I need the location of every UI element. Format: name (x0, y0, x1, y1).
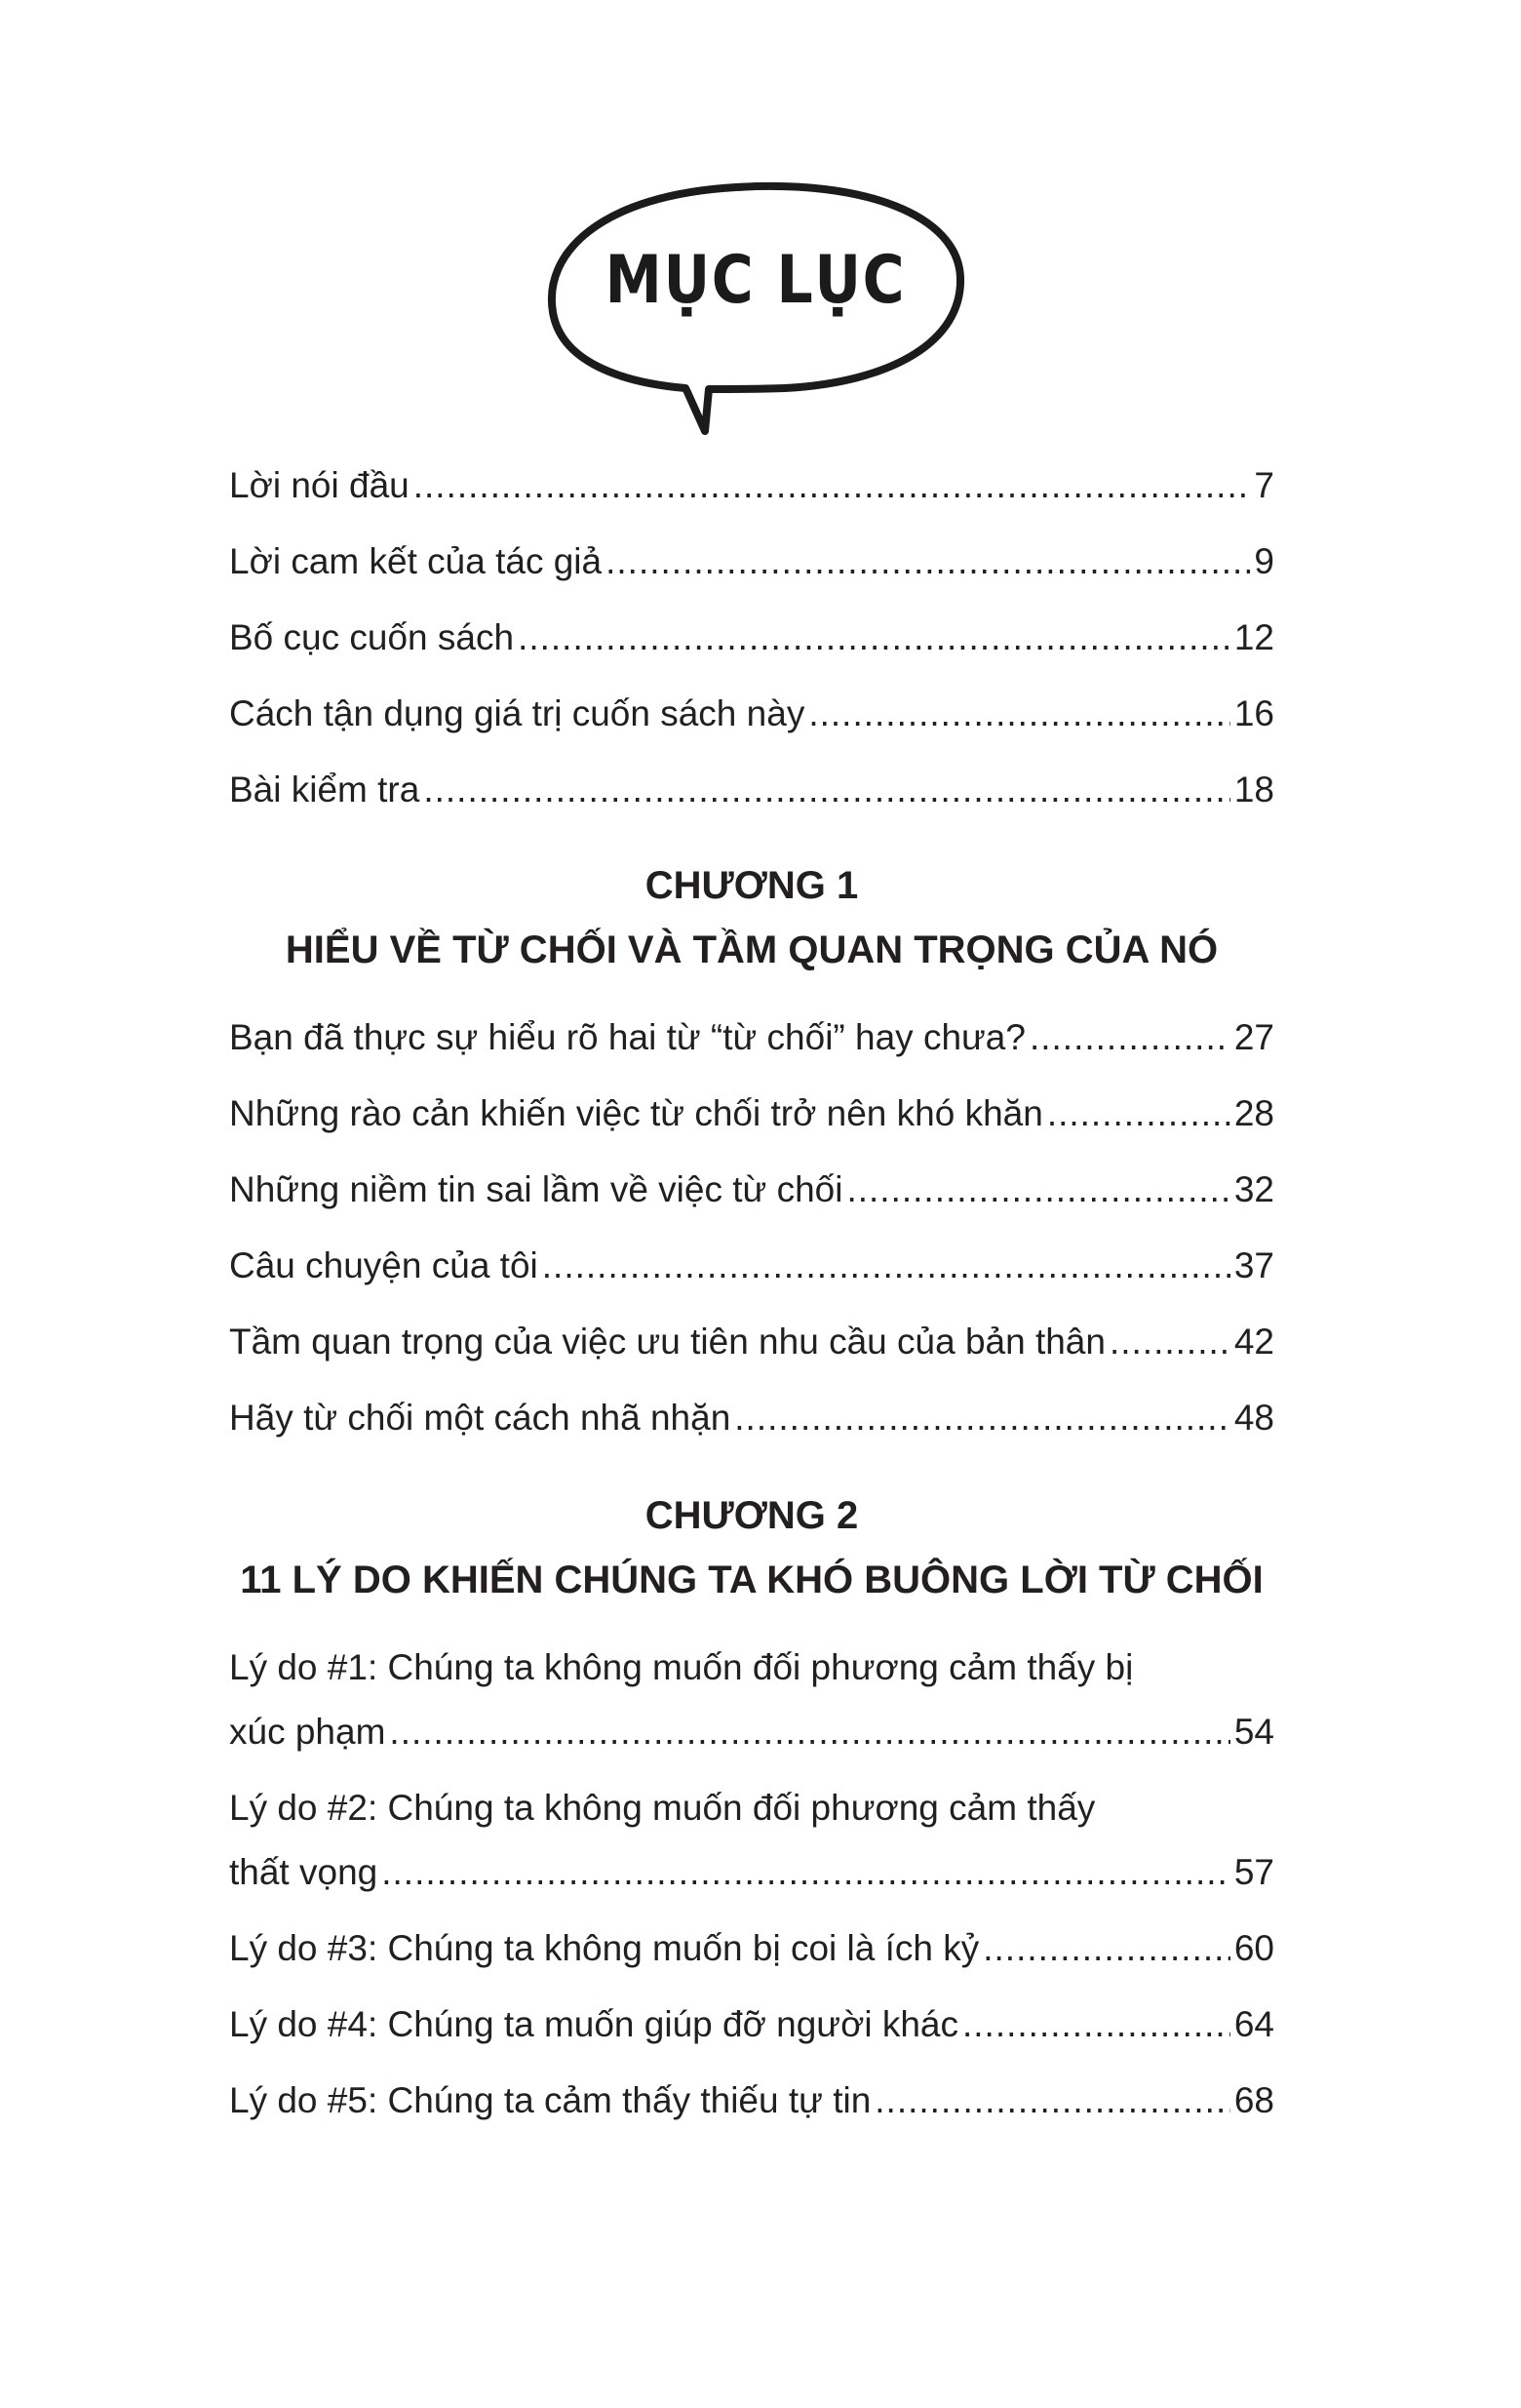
page-title: MỤC LỤC (604, 242, 907, 319)
toc-entry-page: 37 (1233, 1245, 1274, 1285)
toc-entry-page: 68 (1233, 2080, 1274, 2120)
toc-entry-title: Bố cục cuốn sách (229, 617, 515, 657)
toc-entry-title: Lời nói đầu (229, 465, 410, 505)
chapter-2-label: CHƯƠNG 2 (644, 1494, 859, 1537)
toc-entry-page: 54 (1233, 1712, 1274, 1752)
toc-entry-page: 12 (1233, 617, 1274, 657)
toc-entry-title: Lý do #4: Chúng ta muốn giúp đỡ người khác (229, 2004, 958, 2044)
toc-entry-title: Những niềm tin sai lầm về việc từ chối (229, 1169, 843, 1209)
toc-entry-page: 64 (1233, 2004, 1274, 2044)
dot-leader (962, 2003, 1230, 2046)
toc-entry-title: thất vọng (229, 1852, 378, 1892)
toc-entry-title: Lý do #5: Chúng ta cảm thấy thiếu tự tin (229, 2080, 872, 2120)
toc-entry-page: 32 (1233, 1169, 1274, 1209)
dot-leader (808, 692, 1230, 735)
toc-entry[interactable] (229, 1927, 1274, 1970)
toc-entry-title: Cách tận dụng giá trị cuốn sách này (229, 693, 805, 733)
toc-entry-page: 9 (1254, 541, 1274, 581)
speech-bubble-header (541, 176, 970, 458)
toc-entry[interactable] (229, 1851, 1274, 1894)
toc-entry-page: 28 (1233, 1093, 1274, 1133)
toc-entry-page: 57 (1233, 1852, 1274, 1892)
toc-entry[interactable] (229, 1244, 1274, 1287)
toc-entry-title: Bài kiểm tra (229, 770, 420, 809)
toc-entry[interactable] (229, 1092, 1274, 1135)
toc-entry[interactable] (229, 1321, 1274, 1363)
toc-entry-page: 7 (1254, 465, 1274, 505)
toc-entry[interactable] (229, 2003, 1274, 2046)
chapter-2-title: 11 LÝ DO KHIẾN CHÚNG TA KHÓ BUÔNG LỜI TỪ CHỐI (240, 1559, 1264, 1601)
toc-entry-title: Hãy từ chối một cách nhã nhặn (229, 1398, 731, 1438)
toc-entry-page: 18 (1233, 770, 1274, 809)
chapter-1-label: CHƯƠNG 1 (644, 864, 859, 907)
toc-entry-page: 48 (1233, 1398, 1274, 1438)
dot-leader (734, 1397, 1230, 1440)
toc-entry-page: 16 (1233, 693, 1274, 733)
toc-entry[interactable] (229, 2079, 1274, 2122)
toc-entry-title-line1[interactable]: Lý do #2: Chúng ta không muốn đối phương cảm thấy (229, 1788, 1096, 1828)
dot-leader (413, 464, 1251, 507)
toc-entry[interactable] (229, 692, 1274, 735)
toc-entry-page: 60 (1233, 1928, 1274, 1968)
toc-entry[interactable] (229, 1016, 1274, 1059)
dot-leader (542, 1244, 1230, 1287)
dot-leader (983, 1927, 1230, 1970)
toc-entry[interactable] (229, 1397, 1274, 1440)
dot-leader (389, 1711, 1229, 1754)
toc-entry[interactable] (229, 1711, 1274, 1754)
toc-entry-title: Câu chuyện của tôi (229, 1245, 538, 1285)
dot-leader (846, 1168, 1229, 1211)
dot-leader (1110, 1321, 1230, 1363)
toc-entry-title: xúc phạm (229, 1712, 386, 1752)
toc-entry[interactable] (229, 616, 1274, 659)
toc-entry-title: Lời cam kết của tác giả (229, 541, 603, 581)
dot-leader (423, 769, 1230, 811)
toc-entry[interactable] (229, 769, 1274, 811)
toc-entry-page: 27 (1233, 1017, 1274, 1057)
toc-entry[interactable] (229, 540, 1274, 583)
toc-entry-title: Bạn đã thực sự hiểu rõ hai từ “từ chối” hay chưa? (229, 1017, 1026, 1057)
toc-entry-title: Những rào cản khiến việc từ chối trở nên khó khăn (229, 1093, 1043, 1133)
toc-entry-title-line1[interactable]: Lý do #1: Chúng ta không muốn đối phương cảm thấy bị (229, 1647, 1134, 1687)
toc-entry-title: Lý do #3: Chúng ta không muốn bị coi là ích kỷ (229, 1928, 980, 1968)
toc-entry[interactable] (229, 464, 1274, 507)
toc-entry[interactable] (229, 1168, 1274, 1211)
dot-leader (381, 1851, 1230, 1894)
dot-leader (1047, 1092, 1230, 1135)
toc-entry-page: 42 (1233, 1322, 1274, 1362)
dot-leader (875, 2079, 1230, 2122)
dot-leader (605, 540, 1250, 583)
toc-entry-title: Tầm quan trọng của việc ưu tiên nhu cầu của bản thân (229, 1322, 1106, 1362)
dot-leader (1030, 1016, 1230, 1059)
chapter-1-title: HIỂU VỀ TỪ CHỐI VÀ TẦM QUAN TRỌNG CỦA NÓ (285, 928, 1219, 971)
dot-leader (518, 616, 1230, 659)
